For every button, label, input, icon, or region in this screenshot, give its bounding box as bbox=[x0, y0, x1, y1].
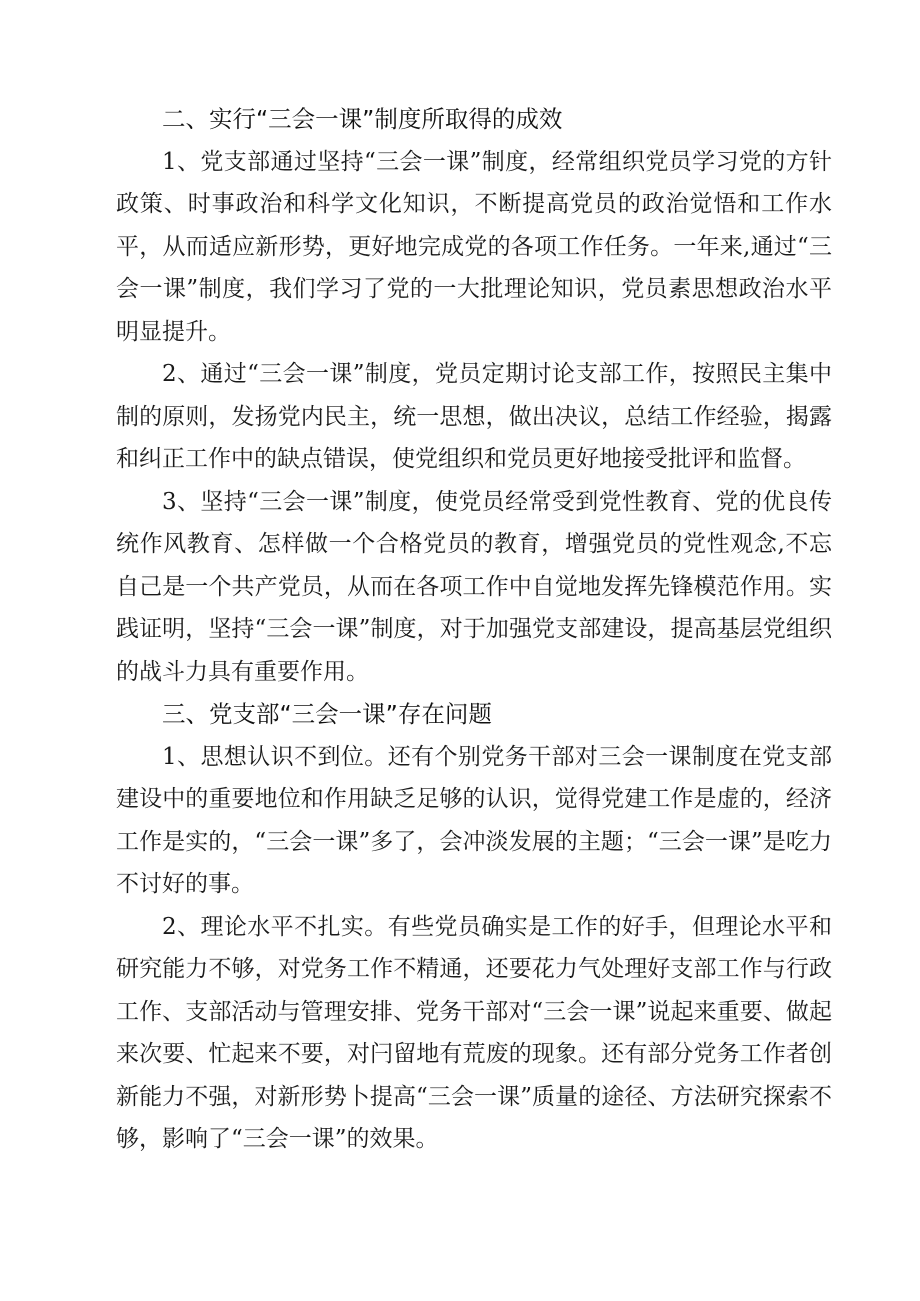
paragraph-achievement-1: 1、党支部通过坚持“三会一课”制度，经常组织党员学习党的方针政策、时事政治和科学文化知识，不断提高党员的政治觉悟和工作水平，从而适应新形势，更好地完成党的各项工作任务。一年来,通过“三会一课”制度，我们学习了党的一大批理论知识，党员素思想政治水平明显提升。 bbox=[116, 148, 832, 345]
paragraph-problem-1: 1、思想认识不到位。还有个别党务干部对三会一课制度在党支部建设中的重要地位和作用缺乏足够的认识，觉得党建工作是虚的，经济工作是实的，“三会一课”多了，会冲淡发展的主题；“三会一课”是吃力不讨好的事。 bbox=[116, 743, 832, 897]
paragraph-problem-2: 2、理论水平不扎实。有些党员确实是工作的好手，但理论水平和研究能力不够，对党务工作不精通，还要花力气处理好支部工作与行政工作、支部活动与管理安排、党务干部对“三会一课”说起来重要、做起来次要、忙起来不要，对闩留地有荒废的现象。还有部分党务工作者创新能力不强，对新形势卜提高“三会一课”质量的途径、方法研究探索不够，影响了“三会一课”的效果。 bbox=[116, 913, 832, 1152]
paragraph-achievement-3: 3、坚持“三会一课”制度，使党员经常受到党性教育、党的优良传统作风教育、怎样做一个合格党员的教育，增强党员的党性观念,不忘自己是一个共产党员，从而在各项工作中自觉地发挥先锋模范作用。实践证明，坚持“三会一课”制度，对于加强党支部建设，提高基层党组织的战斗力具有重要作用。 bbox=[116, 488, 832, 685]
paragraph-achievement-2: 2、通过“三会一课”制度，党员定期讨论支部工作，按照民主集中制的原则，发扬党内民主，统一思想，做出决议，总结工作经验，揭露和纠正工作中的缺点错误，使党组织和党员更好地接受批评和监督。 bbox=[116, 361, 832, 472]
section-heading-achievements: 二、实行“三会一课”制度所取得的成效 bbox=[162, 105, 563, 133]
section-heading-problems: 三、党支部“三会一课”存在问题 bbox=[162, 700, 492, 728]
document-body bbox=[116, 98, 832, 1161]
